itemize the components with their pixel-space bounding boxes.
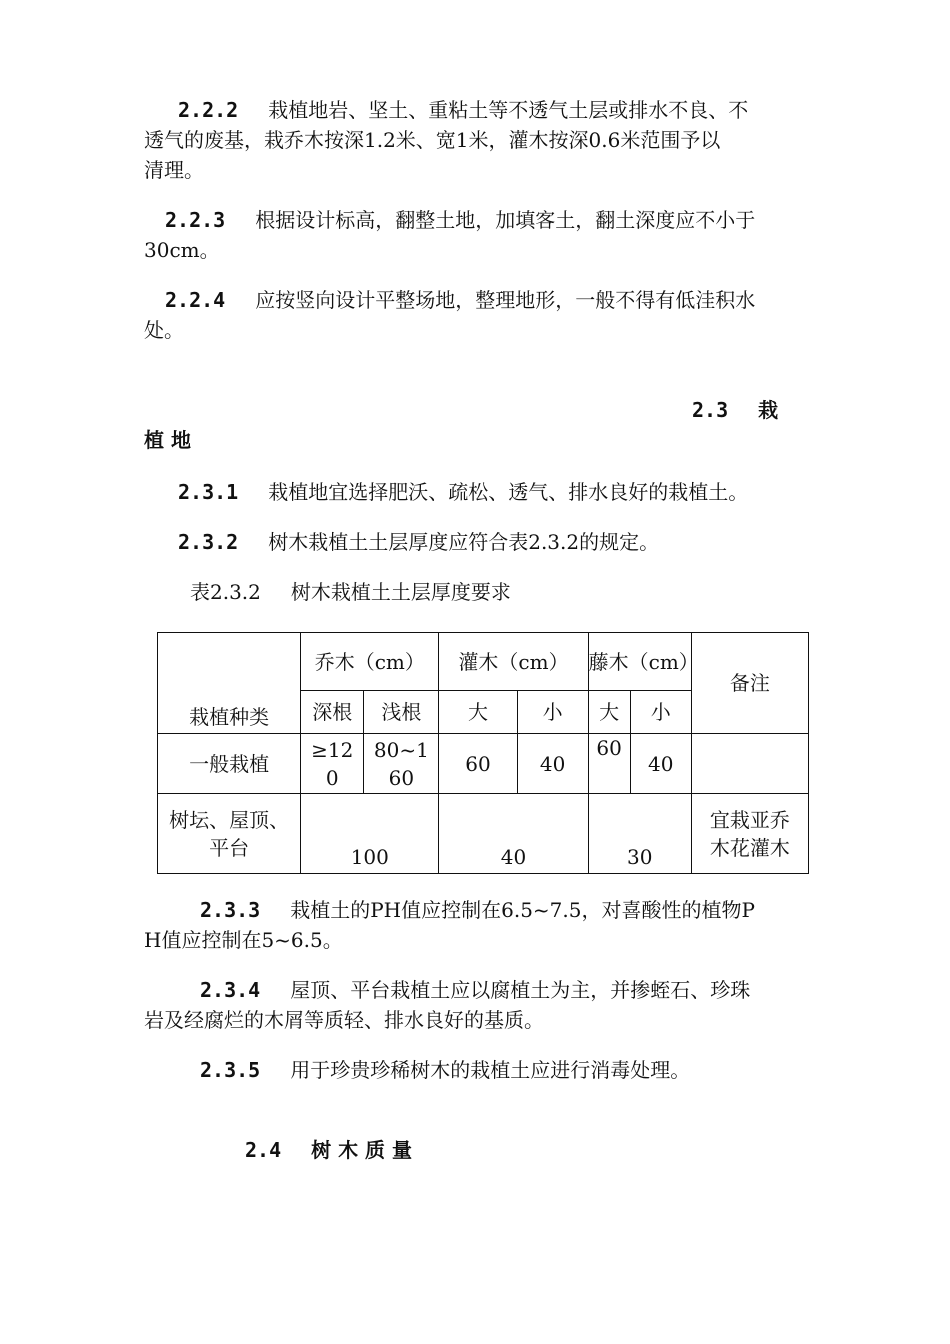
header-shrub-small: 小 (517, 691, 588, 734)
clause-text: 栽植地宜选择肥沃、疏松、透气、排水良好的栽植土。 (268, 480, 749, 504)
clause-text-line: 岩及经腐烂的木屑等质轻、排水良好的基质。 (144, 1008, 544, 1032)
clause-number: 2.2.3 (165, 208, 226, 232)
clause-number: 2.3.3 (200, 898, 261, 922)
clause-2-2-3 (165, 205, 755, 235)
cell-shrub-rooftop: 40 (439, 794, 588, 874)
section-number: 2.3 (692, 398, 729, 422)
header-tree: 乔木（cm） (301, 633, 439, 691)
cell-type-rooftop: 树坛、屋顶、平台 (158, 794, 301, 874)
soil-thickness-table (157, 632, 809, 874)
clause-text: 用于珍贵珍稀树木的栽植土应进行消毒处理。 (290, 1058, 691, 1082)
header-shallow-root: 浅根 (364, 691, 439, 734)
header-vine-big: 大 (588, 691, 630, 734)
cell-note-rooftop: 宜栽亚乔木花灌木 (691, 794, 808, 874)
clause-2-3-4 (200, 975, 750, 1005)
header-vine-small: 小 (630, 691, 691, 734)
header-note: 备注 (691, 633, 808, 734)
cell-note-general (691, 734, 808, 794)
cell-shallow-general: 80~160 (364, 734, 439, 794)
section-number: 2.4 (245, 1138, 282, 1162)
cell-type-general: 一般栽植 (158, 734, 301, 794)
header-shrub: 灌木（cm） (439, 633, 588, 691)
cell-tree-rooftop: 100 (301, 794, 439, 874)
clause-text-line: 30cm。 (144, 238, 220, 262)
clause-text-line: 清理。 (144, 158, 204, 182)
cell-vine-small-general: 40 (630, 734, 691, 794)
section-title-part: 植 地 (144, 428, 191, 452)
clause-number: 2.2.4 (165, 288, 226, 312)
clause-2-3-3 (200, 895, 755, 925)
clause-2-2-2 (178, 95, 748, 125)
table-title: 树木栽植土土层厚度要求 (290, 580, 511, 604)
clause-number: 2.3.2 (178, 530, 239, 554)
clause-text-line: H值应控制在5~6.5。 (144, 928, 343, 952)
clause-text: 应按竖向设计平整场地，整理地形，一般不得有低洼积水 (255, 288, 756, 312)
table-caption (190, 577, 511, 607)
section-title: 树 木 质 量 (311, 1138, 413, 1162)
header-shrub-big: 大 (439, 691, 517, 734)
section-heading-2-4 (245, 1135, 412, 1165)
cell-deep-general: ≥120 (301, 734, 364, 794)
clause-text-line: 处。 (144, 318, 184, 342)
clause-text: 栽植土的PH值应控制在6.5~7.5，对喜酸性的植物P (290, 898, 755, 922)
header-vine: 藤木（cm） (588, 633, 691, 691)
clause-number: 2.2.2 (178, 98, 239, 122)
clause-text: 栽植地岩、坚土、重粘土等不透气土层或排水不良、不 (268, 98, 749, 122)
clause-number: 2.3.4 (200, 978, 261, 1002)
clause-text: 树木栽植土土层厚度应符合表2.3.2的规定。 (268, 530, 660, 554)
clause-text: 屋顶、平台栽植土应以腐植土为主，并掺蛭石、珍珠 (290, 978, 751, 1002)
cell-vine-big-general: 60 (588, 734, 630, 794)
clause-2-2-4 (165, 285, 755, 315)
cell-shrub-big-general: 60 (439, 734, 517, 794)
clause-2-3-5 (200, 1055, 690, 1085)
clause-2-3-2 (178, 527, 659, 557)
cell-vine-rooftop: 30 (588, 794, 691, 874)
clause-text-line: 透气的废基，栽乔木按深1.2米、宽1米，灌木按深0.6米范围予以 (144, 128, 721, 152)
clause-2-3-1 (178, 477, 748, 507)
clause-number: 2.3.1 (178, 480, 239, 504)
section-heading-2-3 (692, 395, 778, 425)
table-number: 表2.3.2 (190, 580, 261, 604)
clause-number: 2.3.5 (200, 1058, 261, 1082)
cell-shrub-small-general: 40 (517, 734, 588, 794)
section-title-part: 栽 (758, 398, 779, 422)
header-planting-type: 栽植种类 (158, 633, 301, 734)
clause-text: 根据设计标高，翻整土地，加填客土，翻土深度应不小于 (255, 208, 756, 232)
header-deep-root: 深根 (301, 691, 364, 734)
